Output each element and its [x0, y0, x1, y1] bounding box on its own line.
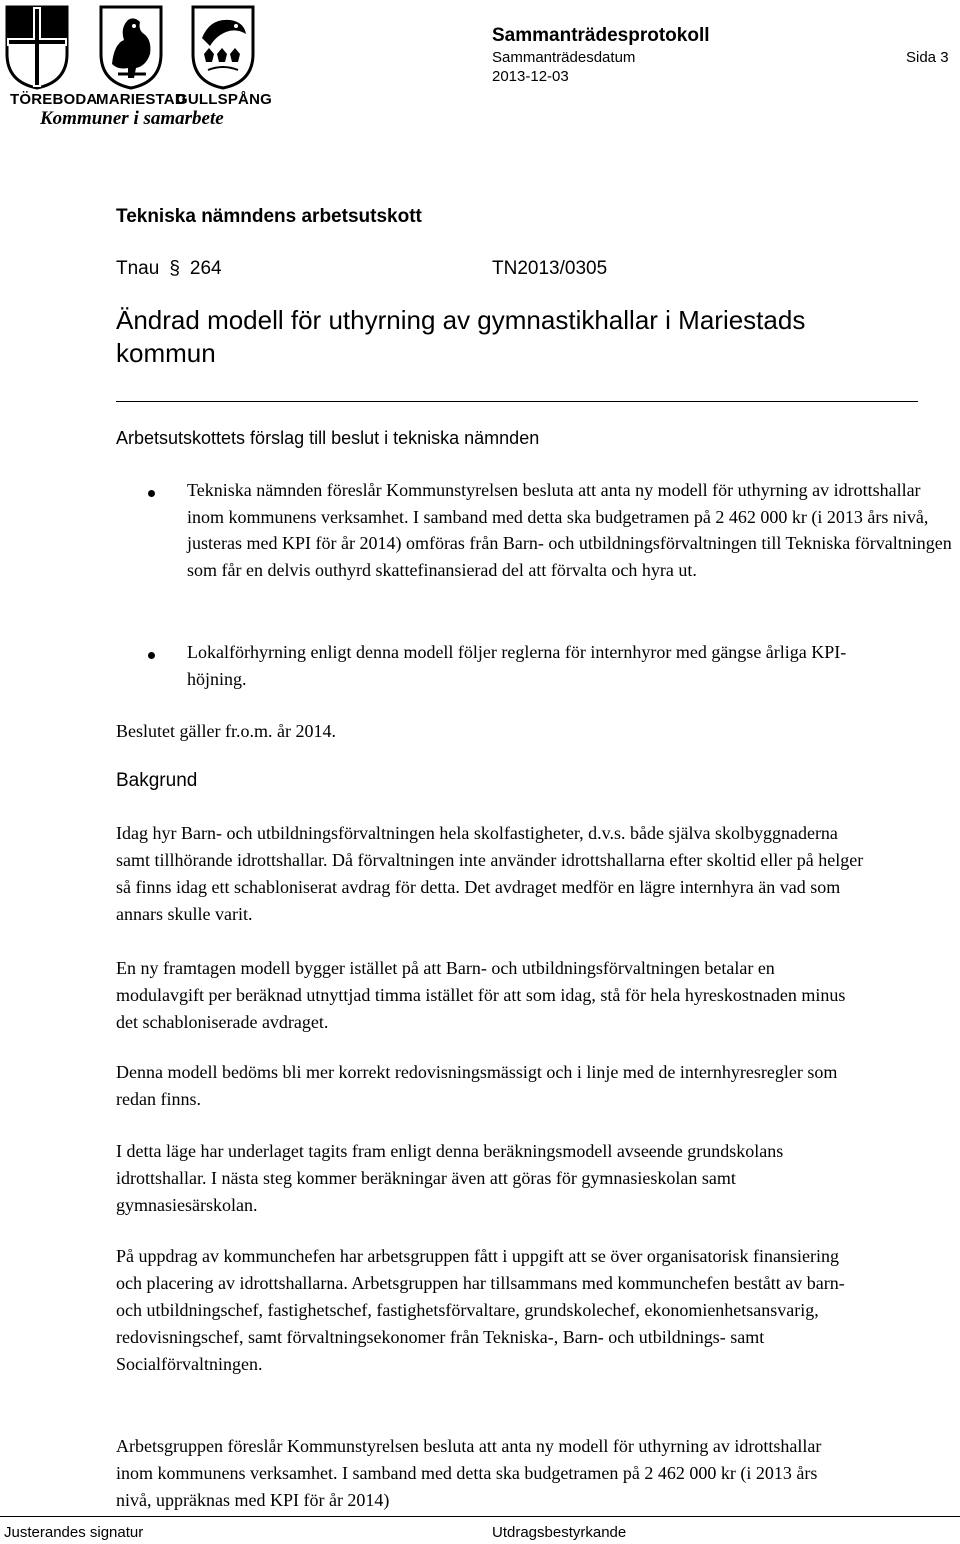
paragraph-number: 264: [189, 258, 222, 279]
background-paragraph-3: Denna modell bedöms bli mer korrekt redovisningsmässigt och i linje med de internhyresregler som redan finns.: [116, 1062, 838, 1109]
background-heading: Bakgrund: [116, 770, 198, 791]
toreboda-label: TÖREBODA: [10, 91, 98, 108]
gullspang-crest-icon: [190, 4, 256, 90]
meeting-date-label: Sammanträdesdatum: [492, 49, 636, 66]
background-paragraph-6: Arbetsgruppen föreslår Kommunstyrelsen besluta att anta ny modell för uthyrning av idrottshallar inom kommunens verksamhet. I samband med detta ska budgetramen på 2 462 000 kr (i 2013 års nivå, uppräknas med KPI för år 2014): [116, 1436, 822, 1510]
toreboda-crest-icon: [4, 4, 70, 90]
page-number: Sida 3: [906, 49, 949, 66]
proposal-bullet-2: Lokalförhyrning enligt denna modell följer reglerna för internhyror med gängse årliga KPI-höjning.: [187, 642, 847, 689]
proposal-bullet-1: Tekniska nämnden föreslår Kommunstyrelsen besluta att anta ny modell för uthyrning av idrottshallar inom kommunens verksamhet. I samband med detta ska budgetramen på 2 462 000 kr (i 2013 års nivå, justeras med KPI för år 2014) omföras från Barn- och utbildningsförvaltningen till Tekniska förvaltningen som får en delvis outhyrd skattefinansierad del att förvalta och hyra ut.: [187, 480, 952, 580]
paragraph-reference: [116, 258, 222, 280]
committee-name: Tekniska nämndens arbetsutskott: [116, 206, 422, 227]
background-paragraph-2: En ny framtagen modell bygger istället på att Barn- och utbildningsförvaltningen betalar en modulavgift per beräknad utnyttjad timma istället för att som idag, stå för hela hyreskostnaden minus det schabloniserade avdraget.: [116, 958, 846, 1032]
case-number: TN2013/0305: [492, 258, 608, 279]
mariestad-label: MARIESTAD: [96, 91, 186, 108]
logo-tagline: Kommuner i samarbete: [40, 108, 224, 129]
bullet-icon: [148, 652, 155, 659]
decision-validity: Beslutet gäller fr.o.m. år 2014.: [116, 721, 336, 741]
footer-divider: [0, 1516, 960, 1517]
background-paragraph-4: I detta läge har underlaget tagits fram enligt denna beräkningsmodell avseende grundskolans idrottshallar. I nästa steg kommer beräkningar även att göras för gymnasieskolan samt gymnasiesärskolan.: [116, 1141, 784, 1215]
paragraph-prefix: Tnau: [116, 258, 160, 279]
document-type: Sammanträdesprotokoll: [492, 25, 710, 46]
divider: [116, 401, 918, 402]
section-symbol: §: [169, 258, 180, 279]
gullspang-label: GULLSPÅNG: [176, 91, 272, 108]
extract-certification-label: Utdragsbestyrkande: [492, 1524, 627, 1541]
bullet-icon: [148, 490, 155, 497]
background-paragraph-5: På uppdrag av kommunchefen har arbetsgruppen fått i uppgift att se över organisatorisk finansiering och placering av idrottshallarna. Arbetsgruppen har tillsammans med kommunchefen bestått av barn- och utbildningschef, fastighetschef, fastighetsförvaltare, grundskolechef, ekonomienhetsansvarig, redovisningschef, samt förvaltningsekonomer från Tekniska-, Barn- och utbildnings- samt Socialförvaltningen.: [116, 1246, 845, 1374]
page-title: Ändrad modell för uthyrning av gymnastikhallar i Mariestads kommun: [116, 305, 806, 368]
proposal-heading: Arbetsutskottets förslag till beslut i tekniska nämnden: [116, 428, 540, 448]
signature-label: Justerandes signatur: [4, 1524, 144, 1541]
meeting-date: 2013-12-03: [492, 68, 569, 85]
background-paragraph-1: Idag hyr Barn- och utbildningsförvaltningen hela skolfastigheter, d.v.s. både själva skolbyggnaderna samt tillhörande idrottshallar. Då förvaltningen inte använder idrottshallarna efter skoltid eller på helger så finns idag ett schabloniserat avdrag för detta. Det avdraget medför en lägre internhyra än vad som annars skulle varit.: [116, 823, 864, 924]
mariestad-crest-icon: [98, 4, 164, 90]
